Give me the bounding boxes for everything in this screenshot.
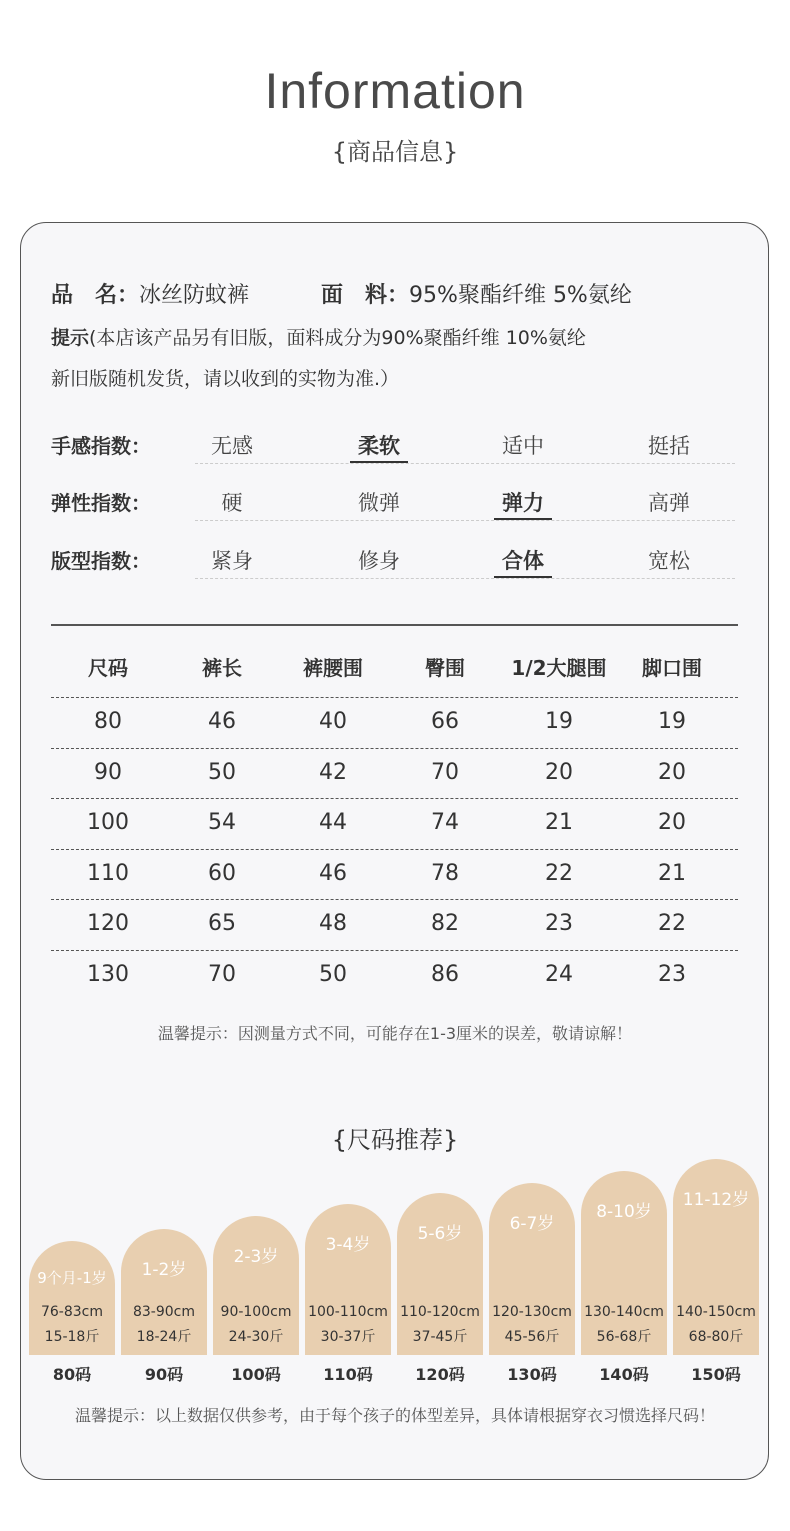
size-label: 130码 <box>507 1365 557 1384</box>
table-header-cell: 臀围 <box>425 656 465 680</box>
note-line <box>51 323 586 350</box>
size-label: 100码 <box>231 1365 281 1384</box>
index-option: 紧身 <box>211 549 253 573</box>
index-option: 宽松 <box>648 549 690 573</box>
height-label: 110-120cm <box>400 1304 480 1320</box>
size-arch <box>305 1204 391 1355</box>
table-row-divider <box>51 899 738 900</box>
index-option-selected: 合体 <box>502 549 544 573</box>
size-arch <box>581 1171 667 1355</box>
table-row-divider <box>51 697 738 698</box>
size-label: 80码 <box>52 1365 92 1384</box>
table-cell: 50 <box>319 962 347 987</box>
index-label: 版型指数： <box>51 549 151 573</box>
size-arch <box>397 1193 483 1355</box>
table-cell: 23 <box>658 962 686 987</box>
table-cell: 60 <box>208 860 236 886</box>
table-cell: 22 <box>658 911 686 937</box>
product-line <box>51 278 632 309</box>
name-label: 品 名： <box>51 283 140 308</box>
table-cell: 20 <box>658 759 686 785</box>
size-label: 140码 <box>599 1365 649 1384</box>
fabric-label: 面 料： <box>321 283 410 308</box>
size-label: 120码 <box>415 1365 465 1384</box>
height-label: 90-100cm <box>220 1304 292 1320</box>
weight-label: 56-68斤 <box>596 1329 652 1345</box>
table-cell: 40 <box>319 709 347 734</box>
table-cell: 54 <box>208 810 236 836</box>
table-cell: 48 <box>319 911 347 937</box>
name-value: 冰丝防蚊裤 <box>139 283 250 308</box>
size-arch <box>29 1241 115 1355</box>
page-subtitle: {商品信息} <box>331 138 459 166</box>
table-cell: 46 <box>319 860 347 886</box>
note-line-2: 新旧版随机发货，请以收到的实物为准.） <box>51 368 400 390</box>
table-top-rule <box>51 624 738 626</box>
table-cell: 82 <box>431 911 459 937</box>
table-cell: 21 <box>658 860 686 886</box>
age-label: 9个月-1岁 <box>37 1269 107 1287</box>
table-row-divider <box>51 849 738 850</box>
index-dashed-line <box>195 463 735 464</box>
table-cell: 24 <box>545 962 573 987</box>
table-cell: 44 <box>319 810 347 836</box>
index-option: 微弹 <box>358 491 400 515</box>
table-cell: 19 <box>545 709 573 734</box>
weight-label: 30-37斤 <box>320 1329 376 1345</box>
table-cell: 100 <box>87 810 129 836</box>
weight-label: 68-80斤 <box>688 1329 744 1345</box>
table-cell: 22 <box>545 860 573 886</box>
index-dashed-line <box>195 520 735 521</box>
weight-label: 18-24斤 <box>136 1329 192 1345</box>
table-cell: 46 <box>208 709 236 734</box>
table-cell: 78 <box>431 860 459 886</box>
recommend-title: {尺码推荐} <box>331 1126 459 1154</box>
table-cell: 21 <box>545 810 573 836</box>
table-cell: 86 <box>431 962 459 987</box>
index-label: 手感指数： <box>51 434 151 458</box>
height-label: 120-130cm <box>492 1304 572 1320</box>
size-label: 110码 <box>323 1365 373 1384</box>
index-option: 硬 <box>221 491 243 515</box>
age-label: 1-2岁 <box>141 1260 187 1280</box>
index-option: 适中 <box>502 434 544 458</box>
index-option: 无感 <box>211 434 253 458</box>
table-cell: 66 <box>431 709 459 734</box>
fabric-value: 95%聚酯纤维 5%氨纶 <box>409 283 632 308</box>
age-label: 8-10岁 <box>596 1202 652 1222</box>
table-header-cell: 裤腰围 <box>303 656 363 680</box>
table-cell: 70 <box>208 962 236 987</box>
age-label: 3-4岁 <box>325 1235 371 1255</box>
table-cell: 110 <box>87 860 129 886</box>
height-label: 140-150cm <box>676 1304 756 1320</box>
recommend-tip: 温馨提示：以上数据仅供参考，由于每个孩子的体型差异，具体请根据穿衣习惯选择尺码！ <box>74 1406 715 1425</box>
measure-tip: 温馨提示：因测量方式不同，可能存在1-3厘米的误差，敬请谅解！ <box>157 1024 633 1043</box>
size-arch <box>213 1216 299 1355</box>
size-arch <box>673 1159 759 1355</box>
table-header-cell: 1/2大腿围 <box>511 656 607 680</box>
index-option: 高弹 <box>648 491 690 515</box>
height-label: 83-90cm <box>132 1304 195 1320</box>
table-cell: 42 <box>319 759 347 785</box>
table-row-divider <box>51 798 738 799</box>
height-label: 76-83cm <box>40 1304 103 1320</box>
size-arch <box>121 1229 207 1355</box>
age-label: 11-12岁 <box>682 1190 750 1210</box>
index-label: 弹性指数： <box>51 491 151 515</box>
weight-label: 45-56斤 <box>504 1329 560 1345</box>
weight-label: 15-18斤 <box>44 1329 100 1345</box>
table-cell: 130 <box>87 962 129 987</box>
age-label: 2-3岁 <box>233 1247 279 1267</box>
table-cell: 120 <box>87 911 129 937</box>
table-cell: 20 <box>545 759 573 785</box>
index-option: 挺括 <box>648 434 690 458</box>
size-label: 90码 <box>144 1365 184 1384</box>
height-label: 100-110cm <box>308 1304 388 1320</box>
weight-label: 24-30斤 <box>228 1329 284 1345</box>
note-text: (本店该产品另有旧版，面料成分为90%聚酯纤维 10%氨纶 <box>89 327 586 349</box>
table-cell: 19 <box>658 709 686 734</box>
table-cell: 20 <box>658 810 686 836</box>
index-dashed-line <box>195 578 735 579</box>
table-cell: 50 <box>208 759 236 785</box>
table-cell: 65 <box>208 911 236 937</box>
size-label: 150码 <box>691 1365 741 1384</box>
table-cell: 70 <box>431 759 459 785</box>
index-option-selected: 弹力 <box>502 491 544 515</box>
age-label: 5-6岁 <box>417 1224 463 1244</box>
weight-label: 37-45斤 <box>412 1329 468 1345</box>
height-label: 130-140cm <box>584 1304 664 1320</box>
table-cell: 80 <box>94 709 122 734</box>
table-cell: 90 <box>94 759 122 785</box>
table-header-cell: 尺码 <box>88 656 128 680</box>
note-label: 提示 <box>51 327 90 349</box>
table-cell: 23 <box>545 911 573 937</box>
table-header-cell: 裤长 <box>202 656 242 680</box>
table-row-divider <box>51 748 738 749</box>
index-option: 修身 <box>358 549 400 573</box>
index-option-selected: 柔软 <box>358 434 400 458</box>
size-arch <box>489 1183 575 1355</box>
table-header-cell: 脚口围 <box>642 656 702 680</box>
age-label: 6-7岁 <box>509 1214 555 1234</box>
table-cell: 74 <box>431 810 459 836</box>
page-title: Information <box>264 63 526 119</box>
table-row-divider <box>51 950 738 951</box>
